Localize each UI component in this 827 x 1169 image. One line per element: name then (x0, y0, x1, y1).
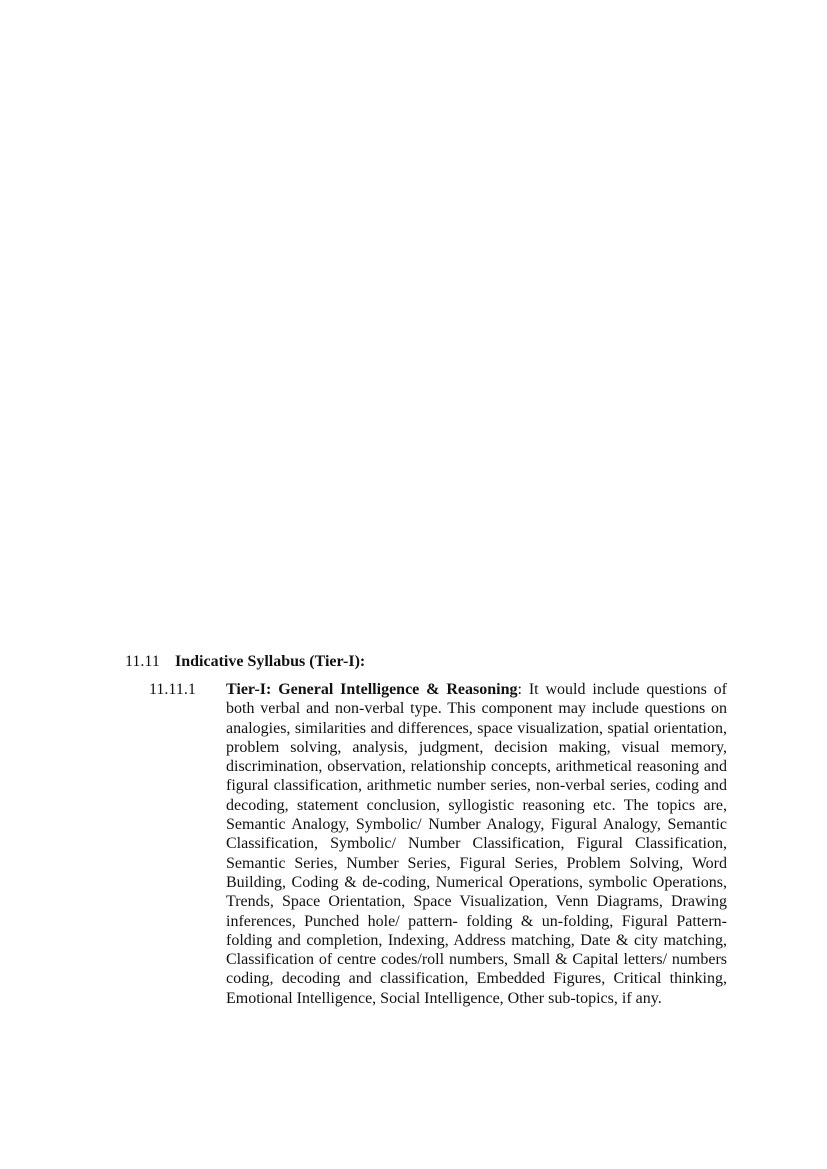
section-number: 11.11 (125, 653, 160, 670)
subsection-paragraph (226, 680, 727, 1008)
section-heading (125, 652, 365, 672)
subsection-separator: : (517, 681, 522, 698)
subsection-title: Tier-I: General Intelligence & Reasoning (226, 681, 518, 698)
section-title: Indicative Syllabus (Tier-I): (175, 653, 366, 670)
subsection-body-text: It would include questions of both verbal and non-verbal type. This component may include questions on analogies, similarities and differences, space visualization, spatial orientation, problem solving, analysis, judgment, decision making, visual memory, discrimination, observation, relationship concepts, arithmetical reasoning and figural classification, arithmetic number series, non-verbal series, coding and decoding, statement conclusion, syllogistic reasoning etc. The topics are, Semantic Analogy, Symbolic/ Number Analogy, Figural Analogy, Semantic Classification, Symbolic/ Number Classification, Figural Classification, Semantic Series, Number Series, Figural Series, Problem Solving, Word Building, Coding & de-coding, Numerical Operations, symbolic Operations, Trends, Space Orientation, Space Visualization, Venn Diagrams, Drawing inferences, Punched hole/ pattern- folding & un-folding, Figural Pattern- folding and completion, Indexing, Address matching, Date & city matching, Classification of centre codes/roll numbers, Small & Capital letters/ numbers coding, decoding and classification, Embedded Figures, Critical thinking, Emotional Intelligence, Social Intelligence, Other sub-topics, if any. (226, 681, 728, 1007)
subsection-number: 11.11.1 (149, 681, 196, 698)
